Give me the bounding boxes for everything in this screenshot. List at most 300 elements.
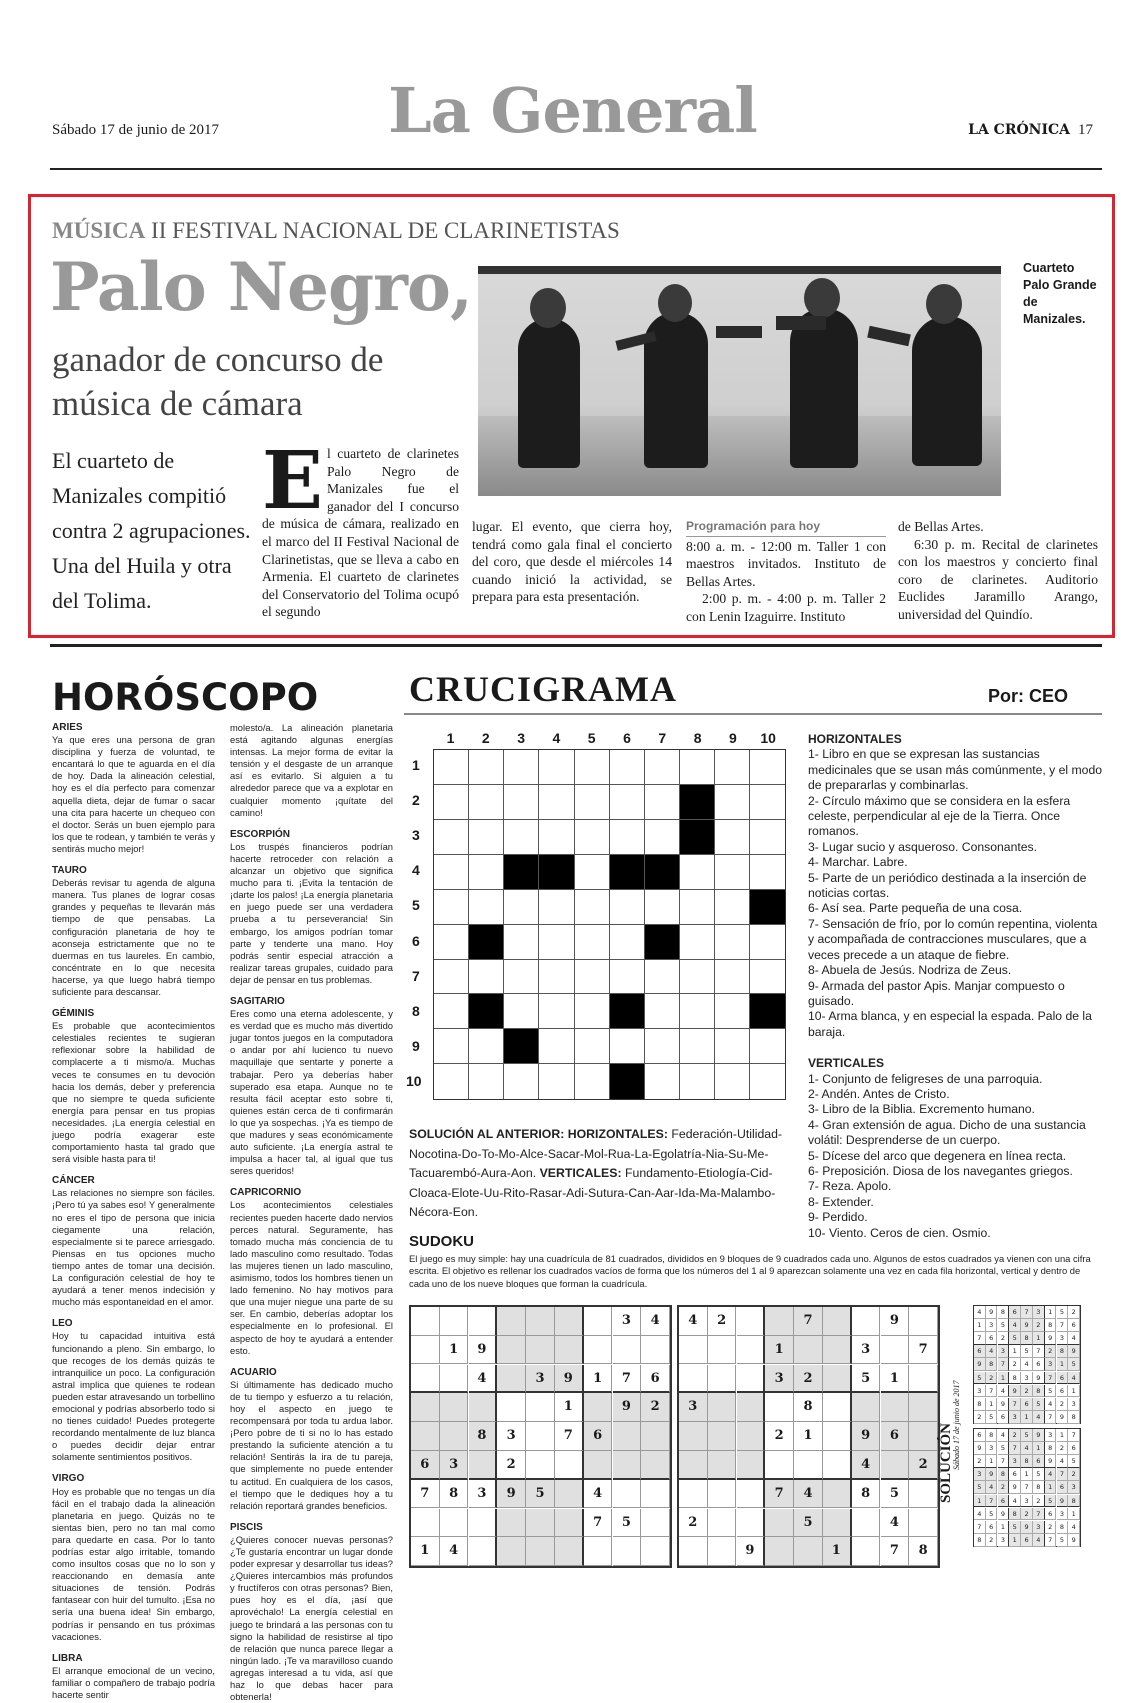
col4-text-a: de Bellas Artes.	[898, 519, 984, 534]
sudoku-cell[interactable]	[737, 1365, 766, 1394]
sudoku-cell[interactable]	[555, 1307, 584, 1336]
sudoku-cell[interactable]	[555, 1509, 584, 1538]
sudoku-cell[interactable]	[679, 1451, 708, 1480]
crossword-cell[interactable]	[469, 785, 504, 820]
crossword-title: CRUCIGRAMA	[409, 669, 677, 709]
solution-cell: 4	[974, 1508, 986, 1521]
solution-cell: 9	[1021, 1521, 1033, 1534]
sudoku-cell: 2	[794, 1365, 823, 1394]
sudoku-cell[interactable]	[765, 1307, 794, 1336]
solution-cell: 2	[1068, 1306, 1080, 1319]
crossword-cell[interactable]	[610, 820, 645, 855]
crossword-cell[interactable]	[434, 785, 469, 820]
sudoku-cell[interactable]	[497, 1393, 526, 1422]
solution-cell: 9	[1045, 1455, 1057, 1468]
solution-cell: 7	[1057, 1319, 1069, 1332]
sudoku-cell[interactable]	[708, 1422, 737, 1451]
crossword-cell[interactable]	[504, 994, 539, 1029]
sign-name: TAURO	[52, 865, 87, 877]
clue-vertical: 9- Perdido.	[808, 1210, 868, 1225]
clue-vertical: 1- Conjunto de feligreses de una parroquia.	[808, 1071, 1043, 1086]
solution-cell: 1	[1045, 1306, 1057, 1319]
crossword-cell[interactable]	[574, 750, 609, 785]
crossword-cell[interactable]	[434, 1029, 469, 1064]
crossword-cell[interactable]	[610, 1029, 645, 1064]
sudoku-cell[interactable]	[881, 1336, 910, 1365]
crossword-black-cell	[750, 994, 785, 1029]
program-item-2: 2:00 p. m. - 4:00 p. m. Taller 2 con Lenin Izaguirre. Instituto	[686, 591, 886, 624]
solution-cell: 1	[1021, 1468, 1033, 1481]
solution-cell: 3	[1068, 1398, 1080, 1411]
sudoku-cell[interactable]	[737, 1480, 766, 1509]
solution-cell: 1	[1033, 1442, 1045, 1455]
crossword-row-number: 8	[412, 1002, 420, 1019]
crossword-cell[interactable]	[574, 994, 609, 1029]
crossword-cell[interactable]	[680, 994, 715, 1029]
sudoku-cell[interactable]	[794, 1451, 823, 1480]
solution-cell: 2	[1045, 1521, 1057, 1534]
sudoku-cell[interactable]	[852, 1393, 881, 1422]
sudoku-cell[interactable]	[526, 1336, 555, 1365]
sudoku-cell[interactable]	[823, 1307, 852, 1336]
crossword-cell[interactable]	[574, 1064, 609, 1099]
sudoku-cell[interactable]	[497, 1365, 526, 1394]
sudoku-cell[interactable]	[881, 1451, 910, 1480]
crossword-cell[interactable]	[680, 1064, 715, 1099]
crossword-cell[interactable]	[469, 1029, 504, 1064]
solution-cell: 5	[998, 1319, 1010, 1332]
crossword-cell[interactable]	[434, 959, 469, 994]
crossword-cell[interactable]	[539, 820, 574, 855]
sudoku-cell[interactable]	[909, 1307, 938, 1336]
solution-cell: 8	[1045, 1442, 1057, 1455]
crossword-cell[interactable]	[469, 1064, 504, 1099]
solution-cell: 8	[986, 1429, 998, 1442]
solution-v-text: Fundamento-Etiología-Cid-Cloaca-Elote-Uu-Rito-Rasar-Adi-Sutura-Can-Aar-Ida-Ma-Malambo-Nécora-Eon.	[409, 1166, 776, 1219]
sudoku-cell[interactable]	[794, 1537, 823, 1566]
sudoku-cell[interactable]	[823, 1480, 852, 1509]
sudoku-cell[interactable]	[641, 1451, 670, 1480]
sudoku-cell[interactable]	[823, 1393, 852, 1422]
crossword-cell[interactable]	[715, 925, 750, 960]
solution-cell: 2	[998, 1481, 1010, 1494]
sudoku-cell[interactable]	[909, 1365, 938, 1394]
crossword-cell[interactable]	[715, 820, 750, 855]
sudoku-cell: 3	[526, 1365, 555, 1394]
crossword-cell[interactable]	[750, 1029, 785, 1064]
crossword-cell[interactable]	[750, 959, 785, 994]
sudoku-cell[interactable]	[440, 1393, 469, 1422]
sudoku-cell[interactable]	[584, 1451, 613, 1480]
crossword-cell[interactable]	[715, 785, 750, 820]
sudoku-cell[interactable]	[708, 1365, 737, 1394]
solution-cell: 7	[998, 1455, 1010, 1468]
sudoku-cell[interactable]	[613, 1451, 642, 1480]
crossword-cell[interactable]	[574, 1029, 609, 1064]
solution-cell: 7	[1009, 1398, 1021, 1411]
crossword-cell[interactable]	[574, 820, 609, 855]
sudoku-cell[interactable]	[555, 1537, 584, 1566]
sudoku-cell: 3	[852, 1336, 881, 1365]
sudoku-cell[interactable]	[881, 1393, 910, 1422]
crossword-cell[interactable]	[680, 959, 715, 994]
sudoku-cell[interactable]	[526, 1537, 555, 1566]
sudoku-cell[interactable]	[526, 1393, 555, 1422]
sudoku-cell[interactable]	[708, 1393, 737, 1422]
crossword-cell[interactable]	[645, 1064, 680, 1099]
solution-cell: 6	[1033, 1455, 1045, 1468]
solution-cell: 3	[1009, 1411, 1021, 1424]
sudoku-cell: 3	[497, 1422, 526, 1451]
sudoku-cell[interactable]	[737, 1336, 766, 1365]
sudoku-cell[interactable]	[708, 1480, 737, 1509]
crossword-cell[interactable]	[469, 959, 504, 994]
crossword-cell[interactable]	[434, 750, 469, 785]
crossword-cell[interactable]	[715, 855, 750, 890]
sudoku-cell: 5	[794, 1509, 823, 1538]
article-column-1	[262, 433, 459, 621]
crossword-cell[interactable]	[750, 820, 785, 855]
crossword-cell[interactable]	[645, 820, 680, 855]
sudoku-cell[interactable]	[526, 1509, 555, 1538]
crossword-black-cell	[504, 1029, 539, 1064]
solution-cell: 4	[1045, 1468, 1057, 1481]
sign-name: ESCORPIÓN	[230, 828, 291, 840]
solution-cell: 2	[974, 1411, 986, 1424]
crossword-cell[interactable]	[610, 750, 645, 785]
solution-cell: 5	[998, 1442, 1010, 1455]
sudoku-cell[interactable]	[823, 1336, 852, 1365]
solution-cell: 2	[1009, 1429, 1021, 1442]
sudoku-cell[interactable]	[679, 1365, 708, 1394]
sudoku-cell[interactable]	[584, 1537, 613, 1566]
sudoku-cell[interactable]	[641, 1336, 670, 1365]
crossword-cell[interactable]	[680, 1029, 715, 1064]
solution-cell: 1	[974, 1319, 986, 1332]
sudoku-cell[interactable]	[679, 1422, 708, 1451]
solution-cell: 8	[1033, 1481, 1045, 1494]
sudoku-cell[interactable]	[469, 1393, 498, 1422]
sign-text: Deberás revisar tu agenda de alguna manera. Tus planes de lograr cosas grandes y pequeñas te llevarán más tiempo de que pensabas. La configuración planetaria de hoy te aconseja estrictamente que no te duermas en tus laureles. En cambio, concéntrate en lo que necesita hacerse, ya que luego habrá tiempo suficiente para descansar.	[52, 877, 215, 997]
solution-cell: 3	[998, 1345, 1010, 1358]
crossword-cell[interactable]	[434, 1064, 469, 1099]
crossword-cell[interactable]	[645, 890, 680, 925]
crossword-cell[interactable]	[539, 1064, 574, 1099]
crossword-cell[interactable]	[645, 750, 680, 785]
sudoku-cell[interactable]	[411, 1336, 440, 1365]
solution-cell: 7	[1033, 1508, 1045, 1521]
crossword-cell[interactable]	[715, 994, 750, 1029]
sudoku-cell[interactable]	[909, 1480, 938, 1509]
crossword-cell[interactable]	[434, 925, 469, 960]
sudoku-cell[interactable]	[613, 1422, 642, 1451]
sudoku-cell[interactable]	[641, 1509, 670, 1538]
crossword-cell[interactable]	[504, 959, 539, 994]
sudoku-cell[interactable]	[909, 1393, 938, 1422]
sudoku-cell[interactable]	[411, 1509, 440, 1538]
crossword-cell[interactable]	[469, 855, 504, 890]
solution-cell: 9	[998, 1508, 1010, 1521]
solution-cell: 5	[986, 1411, 998, 1424]
crossword-cell[interactable]	[539, 785, 574, 820]
sudoku-cell[interactable]	[526, 1422, 555, 1451]
sudoku-cell[interactable]	[497, 1537, 526, 1566]
sudoku-cell[interactable]	[613, 1537, 642, 1566]
crossword-black-cell	[504, 855, 539, 890]
sudoku-cell[interactable]	[679, 1480, 708, 1509]
crossword-cell[interactable]	[539, 750, 574, 785]
sudoku-cell[interactable]	[613, 1336, 642, 1365]
sudoku-cell: 6	[584, 1422, 613, 1451]
sudoku-cell[interactable]	[497, 1307, 526, 1336]
sudoku-cell: 3	[679, 1393, 708, 1422]
crossword-cell[interactable]	[504, 820, 539, 855]
crossword-cell[interactable]	[504, 750, 539, 785]
solution-cell: 4	[1068, 1521, 1080, 1534]
sudoku-cell[interactable]	[852, 1537, 881, 1566]
solution-cell: 7	[1045, 1372, 1057, 1385]
sudoku-cell[interactable]	[679, 1537, 708, 1566]
crossword-cell[interactable]	[750, 785, 785, 820]
solution-cell: 4	[1045, 1398, 1057, 1411]
col4-text-b: 6:30 p. m. Recital de clarinetes con los maestros y concierto final coro de clarinetes. Auditorio Euclides Jaramillo Arango, universidad del Quindío.	[898, 536, 1098, 622]
solution-h-label: HORIZONTALES:	[567, 1127, 668, 1141]
crossword-row-number: 1	[412, 757, 420, 773]
sudoku-cell[interactable]	[823, 1451, 852, 1480]
solution-h-text: Federación-Utilidad-Nocotina-Do-To-Mo-Alce-Sacar-Mol-Rua-La-Egolatría-Nia-Su-Me-Tacuarembó-Aura-Aon.	[409, 1127, 783, 1180]
crossword-cell[interactable]	[574, 925, 609, 960]
crossword-col-number: 4	[552, 730, 561, 746]
sign-name: CAPRICORNIO	[230, 1187, 302, 1199]
solution-cell: 5	[974, 1372, 986, 1385]
crossword-cell[interactable]	[715, 1029, 750, 1064]
crossword-cell[interactable]	[750, 925, 785, 960]
sudoku-cell: 2	[765, 1422, 794, 1451]
sudoku-cell[interactable]	[708, 1451, 737, 1480]
crossword-cell[interactable]	[434, 890, 469, 925]
solution-cell: 8	[986, 1358, 998, 1371]
previous-solution	[409, 1125, 785, 1223]
sudoku-cell[interactable]	[411, 1422, 440, 1451]
sudoku-cell: 6	[411, 1451, 440, 1480]
sudoku-cell[interactable]	[555, 1480, 584, 1509]
sign-text: Ya que eres una persona de gran disciplina y fuerza de voluntad, te encantará lo que te aguarda en el día de hoy. Dada la alineación celestial, hoy es el día perfecto para comenzar aquella dieta, dejar de fumar o sacar una cita para hacerte un chequeo con el doctor. Serás un buen ejemplo para los que te rodean, y también te verás y sentirás mucho mejor!	[52, 734, 215, 854]
sudoku-cell[interactable]	[641, 1537, 670, 1566]
sudoku-cell[interactable]	[584, 1393, 613, 1422]
crossword-cell[interactable]	[504, 890, 539, 925]
sudoku-cell: 4	[641, 1307, 670, 1336]
crossword-cell[interactable]	[469, 750, 504, 785]
solution-cell: 2	[1021, 1508, 1033, 1521]
sudoku-cell[interactable]	[584, 1307, 613, 1336]
crossword-cell[interactable]	[469, 890, 504, 925]
sudoku-cell[interactable]	[679, 1336, 708, 1365]
crossword-cell[interactable]	[680, 925, 715, 960]
crossword-cell[interactable]	[539, 925, 574, 960]
crossword-cell[interactable]	[715, 959, 750, 994]
sudoku-cell[interactable]	[641, 1422, 670, 1451]
sudoku-cell: 3	[613, 1307, 642, 1336]
sudoku-cell[interactable]	[765, 1451, 794, 1480]
sign-name: VIRGO	[52, 1473, 85, 1485]
solution-cell: 5	[1068, 1455, 1080, 1468]
sudoku-cell[interactable]	[737, 1509, 766, 1538]
clue-vertical: 4- Gran extensión de agua. Dicho de una sustancia volátil: Desprenderse de un cuerpo.	[808, 1117, 1086, 1148]
sudoku-cell: 7	[555, 1422, 584, 1451]
sudoku-cell[interactable]	[497, 1509, 526, 1538]
crossword-cell[interactable]	[750, 855, 785, 890]
sudoku-cell[interactable]	[737, 1393, 766, 1422]
sudoku-cell[interactable]	[765, 1537, 794, 1566]
sudoku-cell[interactable]	[765, 1393, 794, 1422]
sudoku-cell[interactable]	[737, 1307, 766, 1336]
sudoku-puzzle-2[interactable]	[677, 1305, 940, 1568]
sudoku-cell[interactable]	[411, 1393, 440, 1422]
program-heading: Programación para hoy	[686, 518, 886, 537]
crossword-cell[interactable]	[645, 785, 680, 820]
solution-cell: 6	[1057, 1385, 1069, 1398]
sudoku-cell: 1	[765, 1336, 794, 1365]
solution-cell: 1	[998, 1521, 1010, 1534]
solution-label: SOLUCIÓN AL ANTERIOR:	[409, 1127, 565, 1141]
crossword-cell[interactable]	[680, 890, 715, 925]
crossword-col-number: 10	[760, 730, 776, 746]
sudoku-puzzle-1[interactable]	[409, 1305, 672, 1568]
sudoku-cell[interactable]	[469, 1307, 498, 1336]
sudoku-cell: 7	[584, 1509, 613, 1538]
sign-name: LIBRA	[52, 1652, 83, 1664]
crossword-cell[interactable]	[610, 959, 645, 994]
crossword-cell[interactable]	[750, 1064, 785, 1099]
sudoku-cell[interactable]	[909, 1422, 938, 1451]
clue-horizontal: 10- Arma blanca, y en especial la espada. Palo de la baraja.	[808, 1009, 1092, 1039]
crossword-cell[interactable]	[574, 785, 609, 820]
sudoku-cell[interactable]	[823, 1509, 852, 1538]
sudoku-cell[interactable]	[411, 1307, 440, 1336]
solution-cell: 2	[1045, 1345, 1057, 1358]
crossword-cell[interactable]	[539, 959, 574, 994]
sudoku-cell[interactable]	[440, 1509, 469, 1538]
sudoku-cell[interactable]	[852, 1307, 881, 1336]
sudoku-cell[interactable]	[440, 1307, 469, 1336]
sudoku-cell[interactable]	[526, 1451, 555, 1480]
crossword-cell[interactable]	[610, 925, 645, 960]
crossword-cell[interactable]	[539, 994, 574, 1029]
sudoku-cell: 1	[411, 1537, 440, 1566]
crossword-cell[interactable]	[610, 785, 645, 820]
crossword-author: Por: CEO	[988, 686, 1069, 706]
solution-cell: 3	[986, 1319, 998, 1332]
clue-horizontal: 1- Libro en que se expresan las sustancias medicinales que se usan más comúnmente, y el modo de prepararlas y combinarlas.	[808, 747, 1103, 793]
sudoku-cell: 1	[440, 1336, 469, 1365]
solution-cell: 2	[1021, 1385, 1033, 1398]
sudoku-cell[interactable]	[708, 1537, 737, 1566]
crossword-cell[interactable]	[645, 994, 680, 1029]
solution-cell: 5	[1009, 1332, 1021, 1345]
sudoku-cell[interactable]	[440, 1422, 469, 1451]
crossword-cell[interactable]	[715, 1064, 750, 1099]
sudoku-cell[interactable]	[794, 1336, 823, 1365]
sudoku-cell[interactable]	[469, 1509, 498, 1538]
sudoku-cell[interactable]	[765, 1509, 794, 1538]
crossword-cell[interactable]	[610, 890, 645, 925]
solution-cell: 8	[974, 1534, 986, 1547]
crossword-cell[interactable]	[645, 959, 680, 994]
sudoku-cell[interactable]	[497, 1336, 526, 1365]
solution-cell: 1	[1021, 1411, 1033, 1424]
crossword-grid[interactable]	[433, 749, 786, 1100]
sudoku-cell[interactable]	[737, 1422, 766, 1451]
crossword-cell[interactable]	[504, 925, 539, 960]
photo-caption: Cuarteto Palo Grande de Manizales.	[1023, 261, 1097, 326]
solution-cell: 6	[1021, 1398, 1033, 1411]
sudoku-cell: 2	[909, 1451, 938, 1480]
sudoku-cell[interactable]	[411, 1365, 440, 1394]
crossword-cell[interactable]	[680, 855, 715, 890]
sudoku-cell[interactable]	[469, 1451, 498, 1480]
sudoku-cell[interactable]	[823, 1365, 852, 1394]
solution-cell: 1	[1057, 1429, 1069, 1442]
sudoku-cell[interactable]	[641, 1480, 670, 1509]
sudoku-cell[interactable]	[737, 1451, 766, 1480]
sudoku-cell[interactable]	[613, 1480, 642, 1509]
crossword-cell[interactable]	[434, 994, 469, 1029]
solution-cell: 5	[1068, 1358, 1080, 1371]
solution-cell: 4	[986, 1345, 998, 1358]
sudoku-cell[interactable]	[584, 1336, 613, 1365]
sudoku-cell[interactable]	[852, 1509, 881, 1538]
solution-cell: 4	[1021, 1442, 1033, 1455]
crossword-cell[interactable]	[574, 959, 609, 994]
solution-cell: 3	[1021, 1372, 1033, 1385]
col1-text: l cuarteto de clarinetes Palo Negro de Manizales fue el ganador del I concurso de música de cámara, realizado en el marco del II Festival Nacional de Clarinetistas, que se lleva a cabo en Armenia. El cuarteto de clarinetes del Conservatorio del Tolima ocupó el segundo	[262, 446, 459, 620]
crossword-row-number: 4	[412, 862, 420, 879]
sudoku-cell: 3	[469, 1480, 498, 1509]
crossword-cell[interactable]	[750, 750, 785, 785]
solution-cell: 4	[1009, 1495, 1021, 1508]
solution-cell: 9	[1009, 1481, 1021, 1494]
crossword-cell[interactable]	[504, 1064, 539, 1099]
sudoku-cell[interactable]	[469, 1537, 498, 1566]
sudoku-cell[interactable]	[526, 1307, 555, 1336]
sudoku-cell[interactable]	[708, 1509, 737, 1538]
crossword-cell[interactable]	[574, 855, 609, 890]
sudoku-cell[interactable]	[823, 1422, 852, 1451]
crossword-cell[interactable]	[645, 1029, 680, 1064]
crossword-cell[interactable]	[680, 750, 715, 785]
sudoku-cell: 2	[679, 1509, 708, 1538]
crossword-cell[interactable]	[434, 820, 469, 855]
section-rule	[50, 644, 1102, 647]
crossword-cell[interactable]	[539, 1029, 574, 1064]
crossword-cell[interactable]	[469, 820, 504, 855]
sudoku-cell: 7	[794, 1307, 823, 1336]
crossword-cell[interactable]	[539, 890, 574, 925]
crossword-cell[interactable]	[434, 855, 469, 890]
crossword-cell[interactable]	[574, 890, 609, 925]
sign-name: GÉMINIS	[52, 1008, 95, 1020]
sudoku-cell[interactable]	[440, 1365, 469, 1394]
sudoku-cell[interactable]	[555, 1336, 584, 1365]
crossword-cell[interactable]	[504, 785, 539, 820]
clue-vertical: 6- Preposición. Diosa de los navegantes griegos.	[808, 1163, 1073, 1178]
crossword-cell[interactable]	[715, 750, 750, 785]
sudoku-cell[interactable]	[555, 1451, 584, 1480]
sudoku-cell[interactable]	[909, 1509, 938, 1538]
crossword-cell[interactable]	[715, 890, 750, 925]
solution-cell: 3	[1068, 1481, 1080, 1494]
sudoku-cell[interactable]	[708, 1336, 737, 1365]
